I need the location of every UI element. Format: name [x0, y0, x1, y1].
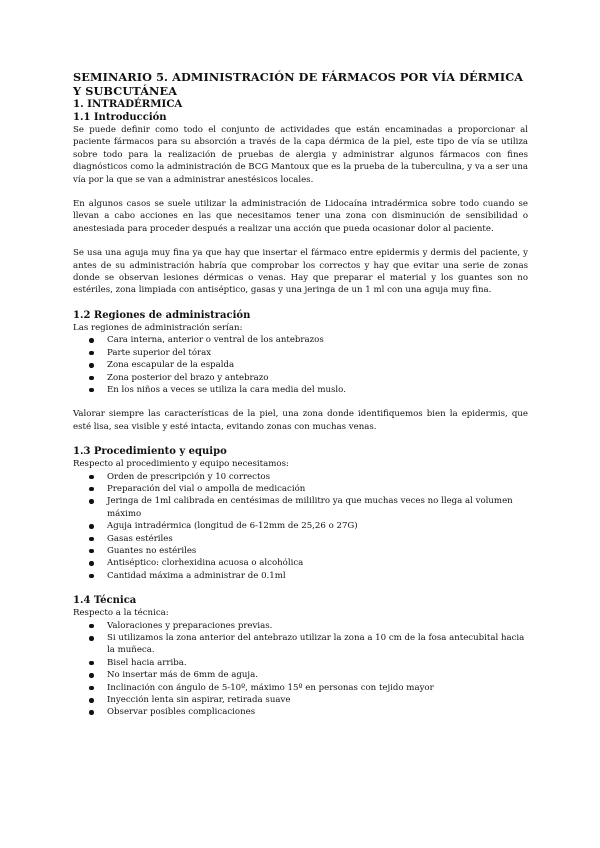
technique-list	[73, 620, 528, 719]
list-item: Zona escapular de la espalda	[73, 359, 528, 371]
bullet-icon	[89, 351, 94, 356]
list-item: Preparación del vial o ampolla de medicación	[73, 483, 528, 495]
heading-procedimiento: 1.3 Procedimiento y equipo	[73, 446, 227, 458]
bullet-icon	[89, 698, 94, 703]
document-content	[73, 70, 528, 719]
list-item: Orden de prescripción y 10 correctos	[73, 471, 528, 483]
bullet-icon	[89, 686, 94, 691]
bullet-icon	[89, 537, 94, 542]
paragraph-intro-2: En algunos casos se suele utilizar la administración de Lidocaína intradérmica sobre todo cuando se llevan a cabo acciones en las que necesitamos tener una zona con disminución de sensibilidad o anestesiada para proceder después a realizar una acción que pueda ocasionar dolor al paciente.	[73, 199, 528, 234]
bullet-icon	[89, 673, 94, 678]
bullet-icon	[89, 388, 94, 393]
list-item: Cara interna, anterior o ventral de los antebrazos	[73, 334, 528, 346]
list-item: Cantidad máxima a administrar de 0.1ml	[73, 570, 528, 582]
list-item: Observar posibles complicaciones	[73, 706, 528, 718]
paragraph-intro-3: Se usa una aguja muy fina ya que hay que insertar el fármaco entre epidermis y dermis del paciente, y antes de su administración habría que comprobar los correctos y hay que evitar una serie de zonas donde se observan lesiones dérmicas o venas. Hay que preparar el material y los guantes son no estériles, zona limpiada con antiséptico, gasas y una jeringa de un 1 ml con una aguja muy fina.	[73, 248, 528, 296]
bullet-icon	[89, 499, 94, 504]
bullet-icon	[89, 338, 94, 343]
list-item: No insertar más de 6mm de aguja.	[73, 669, 528, 681]
procedure-lead: Respecto al procedimiento y equipo necesitamos:	[73, 459, 289, 470]
bullet-icon	[89, 524, 94, 529]
paragraph-regions-after: Valorar siempre las características de la piel, una zona donde identifiquemos bien la epidermis, que esté lisa, sea visible y esté intacta, evitando zonas con muchas venas.	[73, 409, 528, 432]
bullet-icon	[89, 624, 94, 629]
list-item: Zona posterior del brazo y antebrazo	[73, 372, 528, 384]
bullet-icon	[89, 636, 94, 641]
bullet-icon	[89, 661, 94, 666]
procedure-list	[73, 471, 528, 583]
list-item: Si utilizamos la zona anterior del antebrazo utilizar la zona a 10 cm de la fosa antecubital hacia la muñeca.	[73, 632, 528, 657]
list-item: Gasas estériles	[73, 533, 528, 545]
list-item: Parte superior del tórax	[73, 347, 528, 359]
list-item: Antiséptico: clorhexidina acuosa o alcohólica	[73, 557, 528, 569]
list-item: Valoraciones y preparaciones previas.	[73, 620, 528, 632]
list-item: Aguja intradérmica (longitud de 6-12mm de 25,26 o 27G)	[73, 520, 528, 532]
list-item: Guantes no estériles	[73, 545, 528, 557]
bullet-icon	[89, 574, 94, 579]
heading-tecnica: 1.4 Técnica	[73, 595, 137, 607]
list-item: Inclinación con ángulo de 5-10º, máximo 15º en personas con tejido mayor	[73, 682, 528, 694]
bullet-icon	[89, 549, 94, 554]
technique-lead: Respecto a la técnica:	[73, 608, 169, 619]
bullet-icon	[89, 710, 94, 715]
regions-list	[73, 334, 528, 396]
list-item: Jeringa de 1ml calibrada en centésimas de mililitro ya que muchas veces no llega al volumen máximo	[73, 495, 528, 520]
heading-introduccion: 1.1 Introducción	[73, 112, 167, 123]
document-title: SEMINARIO 5. ADMINISTRACIÓN DE FÁRMACOS POR VÍA DÉRMICA Y SUBCUTÁNEA	[73, 70, 524, 98]
bullet-icon	[89, 475, 94, 480]
section-heading-intradermica: 1. INTRADÉRMICA	[73, 98, 183, 110]
list-item: Bisel hacia arriba.	[73, 657, 528, 669]
bullet-icon	[89, 363, 94, 368]
bullet-icon	[89, 376, 94, 381]
bullet-icon	[89, 487, 94, 492]
regions-lead: Las regiones de administración serían:	[73, 322, 243, 333]
list-item: Inyección lenta sin aspirar, retirada suave	[73, 694, 528, 706]
list-item: En los niños a veces se utiliza la cara media del muslo.	[73, 384, 528, 396]
paragraph-intro-1: Se puede definir como todo el conjunto de actividades que están encaminadas a proporcionar al paciente fármacos para su absorción a través de la capa dérmica de la piel, este tipo de vía se utiliza sobre todo para la realización de pruebas de alergia y administrar algunos fármacos con fines diagnósticos como la administración de BCG Mantoux que es la prueba de la tuberculina, y va a ser una vía por la que se van a administrar anestésicos locales.	[73, 125, 528, 185]
heading-regiones: 1.2 Regiones de administración	[73, 309, 251, 321]
bullet-icon	[89, 561, 94, 566]
